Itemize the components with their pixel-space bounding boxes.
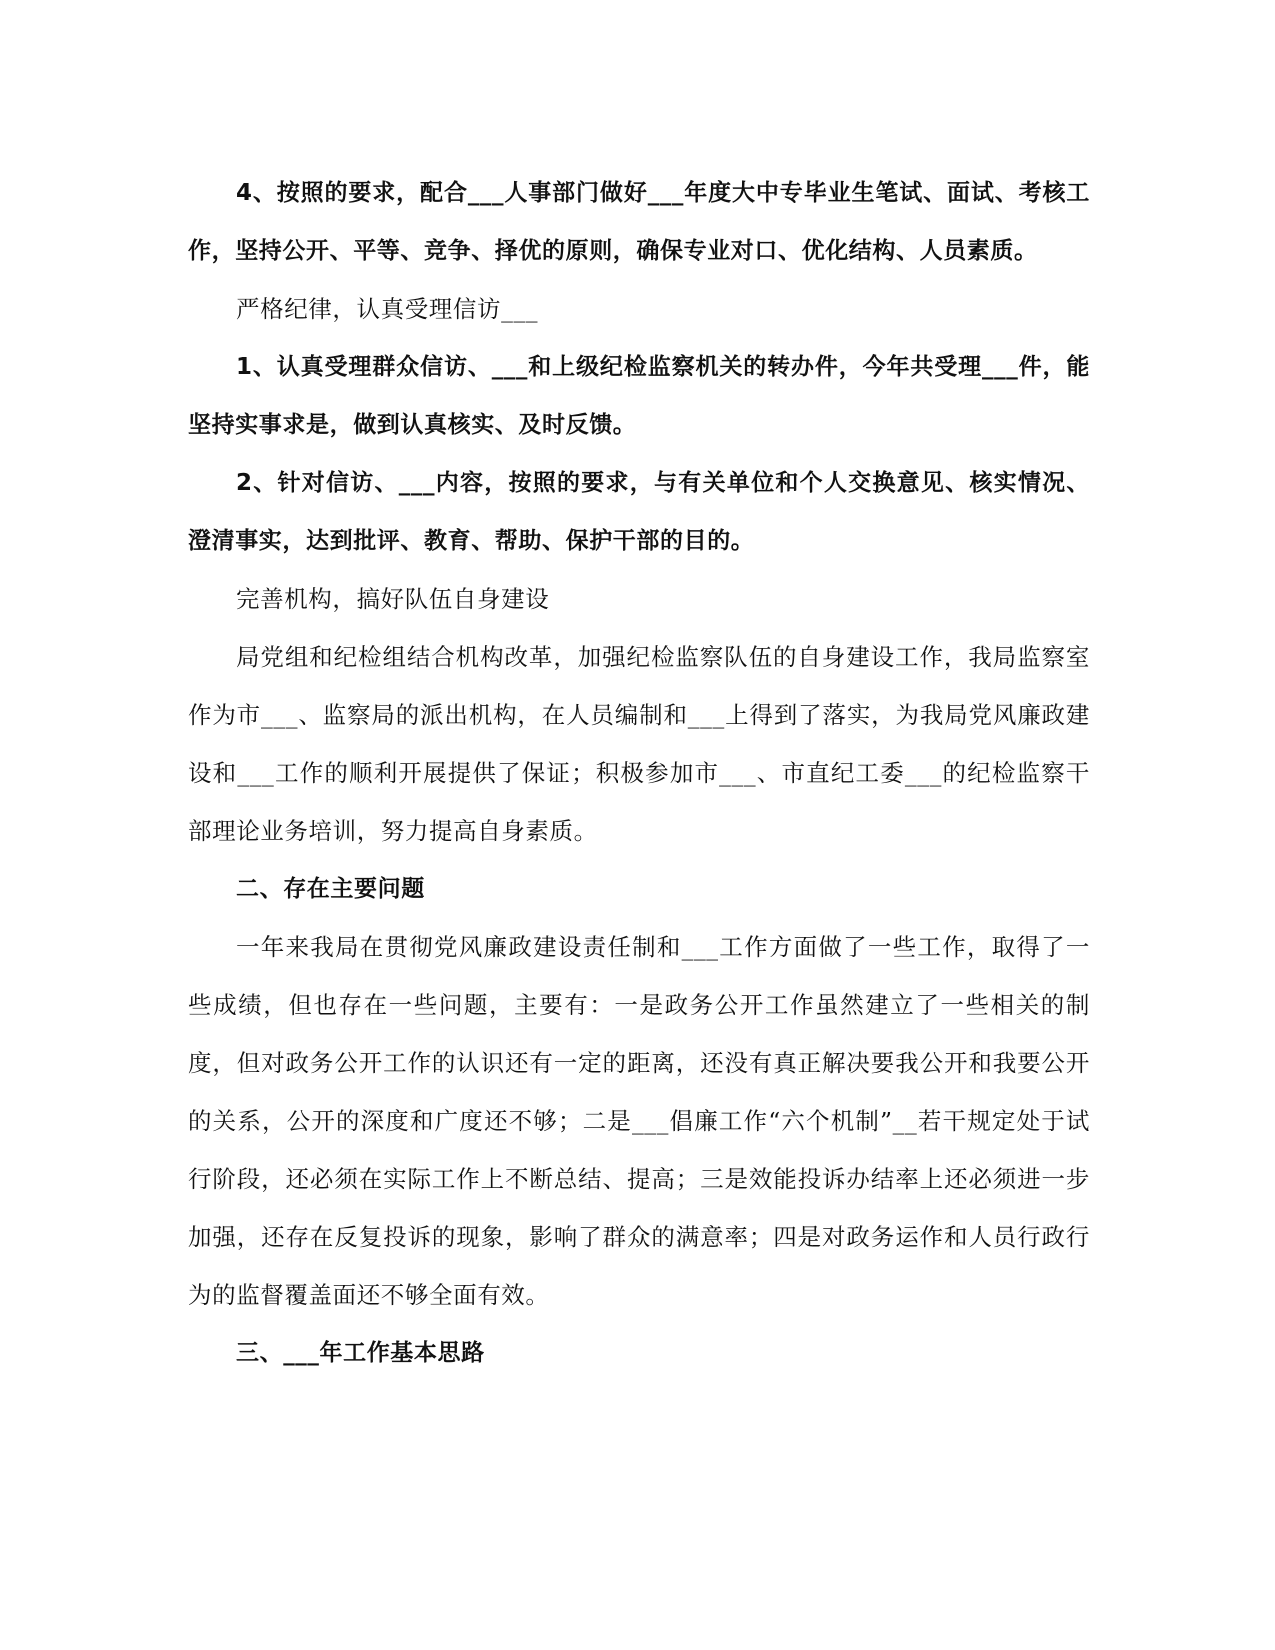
section-heading-work-ideas: 三、___年工作基本思路 — [236, 1340, 485, 1366]
paragraph-problems: 一年来我局在贯彻党风廉政建设责任制和___工作方面做了一些工作，取得了一些成绩，但也存在一些问题，主要有：一是政务公开工作虽然建立了一些相关的制度，但对政务公开工作的认识还有一定的距离，还没有真正解决要我公开和我要公开的关系，公开的深度和广度还不够；二是___倡廉工作“六个机制”__若干规定处于试行阶段，还必须在实际工作上不断总结、提高；三是效能投诉办结率上还必须进一步加强，还存在反复投诉的现象，影响了群众的满意率；四是对政务运作和人员行政行为的监督覆盖面还不够全面有效。 — [188, 933, 1090, 1309]
paragraph-organization-reform: 局党组和纪检组结合机构改革，加强纪检监察队伍的自身建设工作，我局监察室作为市___、监察局的派出机构，在人员编制和___上得到了落实，为我局党风廉政建设和___工作的顺利开展提供了保证；积极参加市___、市直纪工委___的纪检监察干部理论业务培训，努力提高自身素质。 — [188, 643, 1090, 845]
paragraph-item-4: 4、按照的要求，配合___人事部门做好___年度大中专毕业生笔试、面试、考核工作，坚持公开、平等、竞争、择优的原则，确保专业对口、优化结构、人员素质。 — [188, 180, 1090, 264]
section-heading-main-problems: 二、存在主要问题 — [236, 876, 425, 902]
paragraph-item-2: 2、针对信访、___内容，按照的要求，与有关单位和个人交换意见、核实情况、澄清事实，达到批评、教育、帮助、保护干部的目的。 — [188, 470, 1090, 554]
subheading-improve-organization: 完善机构，搞好队伍自身建设 — [236, 585, 550, 613]
document-body — [188, 164, 1090, 1382]
paragraph-item-1: 1、认真受理群众信访、___和上级纪检监察机关的转办件，今年共受理___件，能坚持实事求是，做到认真核实、及时反馈。 — [188, 354, 1090, 438]
subheading-strict-discipline: 严格纪律，认真受理信访___ — [236, 295, 539, 323]
